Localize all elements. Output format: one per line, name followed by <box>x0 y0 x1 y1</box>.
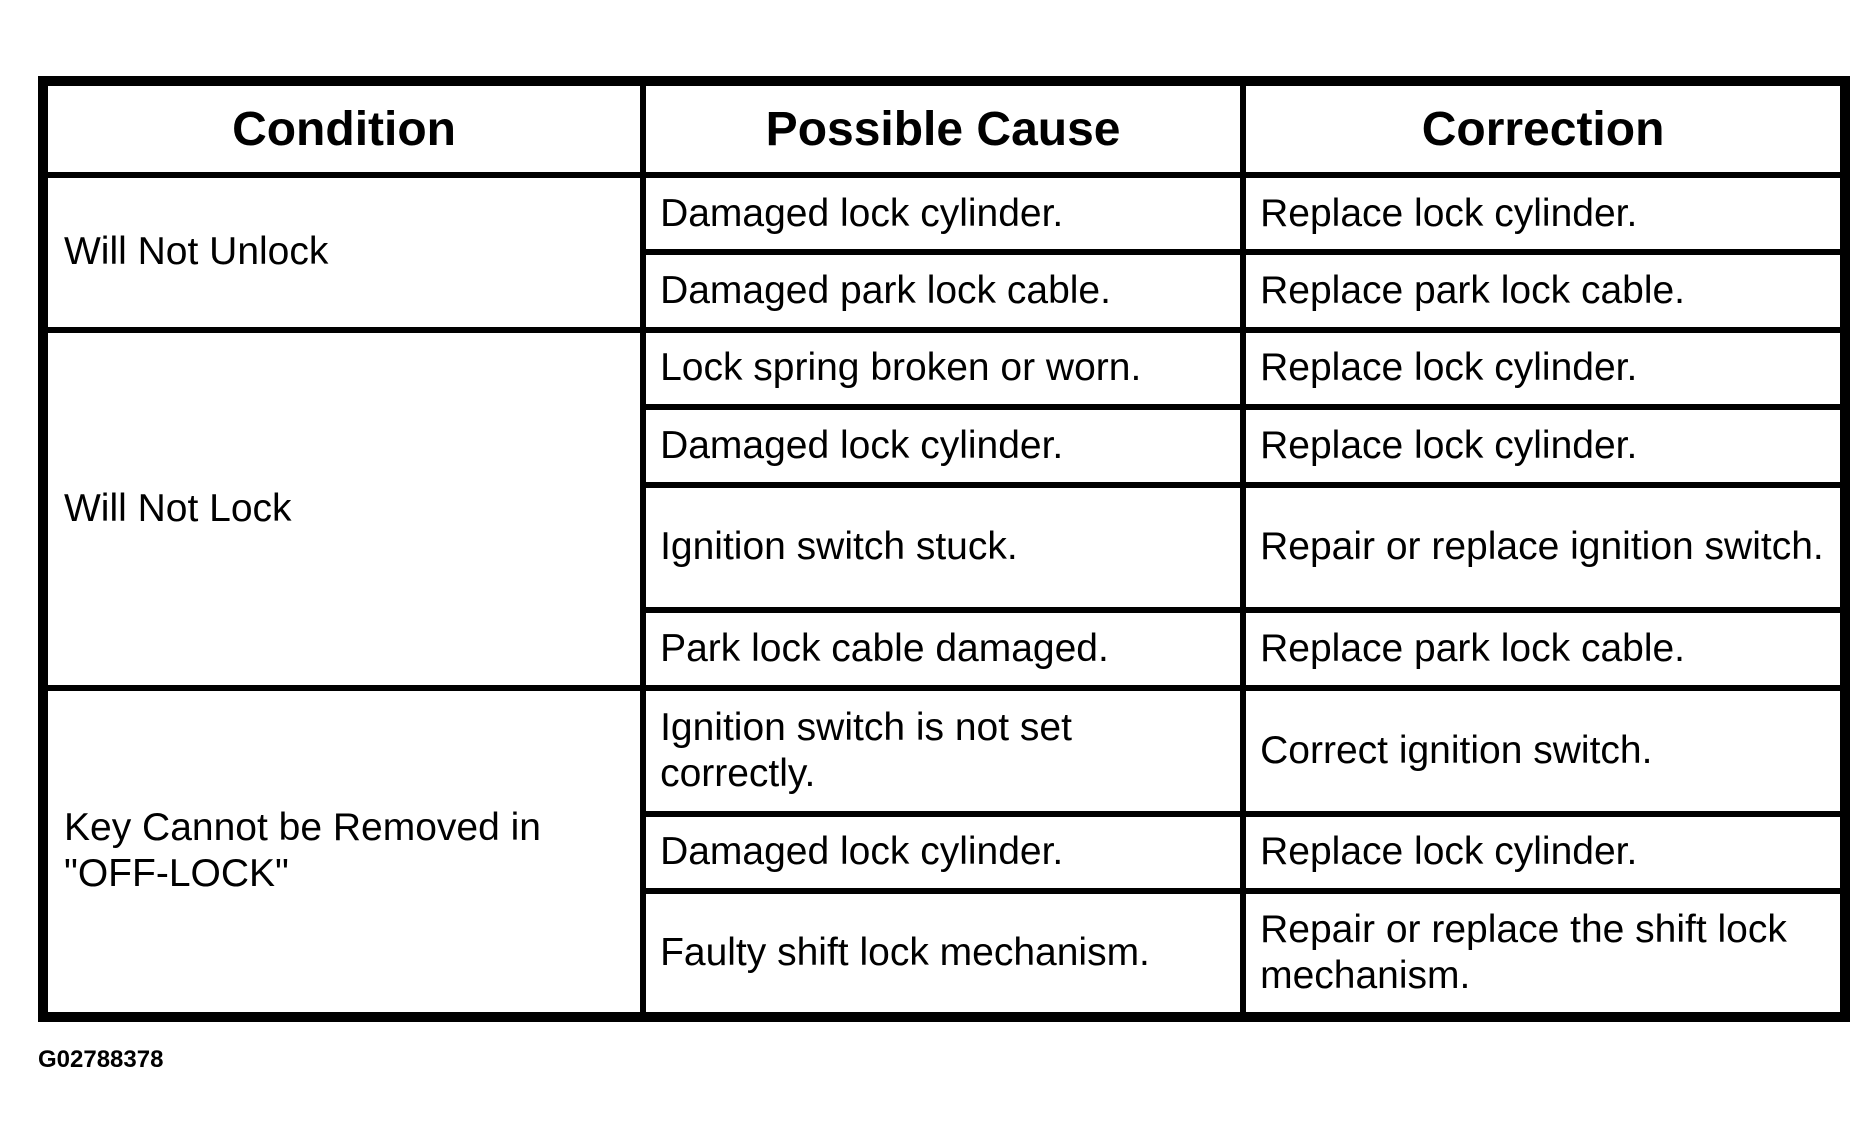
cause-cell: Damaged lock cylinder. <box>643 407 1243 484</box>
table-row <box>43 175 1845 252</box>
correction-cell: Repair or replace ignition switch. <box>1243 485 1845 611</box>
correction-cell: Replace lock cylinder. <box>1243 175 1845 252</box>
cause-cell: Faulty shift lock mechanism. <box>643 891 1243 1017</box>
correction-cell: Correct ignition switch. <box>1243 688 1845 814</box>
condition-cell: Will Not Unlock <box>43 175 643 330</box>
correction-cell: Repair or replace the shift lock mechanism. <box>1243 891 1845 1017</box>
header-condition: Condition <box>43 81 643 175</box>
cause-cell: Damaged lock cylinder. <box>643 814 1243 891</box>
cause-cell: Ignition switch is not set correctly. <box>643 688 1243 814</box>
cause-cell: Damaged lock cylinder. <box>643 175 1243 252</box>
cause-cell: Damaged park lock cable. <box>643 252 1243 329</box>
correction-cell: Replace park lock cable. <box>1243 252 1845 329</box>
correction-cell: Replace park lock cable. <box>1243 610 1845 687</box>
diagnosis-table <box>38 76 1850 1022</box>
cause-cell: Ignition switch stuck. <box>643 485 1243 611</box>
header-possible-cause: Possible Cause <box>643 81 1243 175</box>
correction-cell: Replace lock cylinder. <box>1243 407 1845 484</box>
cause-cell: Lock spring broken or worn. <box>643 330 1243 407</box>
header-row <box>43 81 1845 175</box>
condition-cell: Key Cannot be Removed in "OFF-LOCK" <box>43 688 643 1017</box>
header-correction: Correction <box>1243 81 1845 175</box>
correction-cell: Replace lock cylinder. <box>1243 330 1845 407</box>
table-row <box>43 330 1845 407</box>
condition-cell: Will Not Lock <box>43 330 643 688</box>
cause-cell: Park lock cable damaged. <box>643 610 1243 687</box>
correction-cell: Replace lock cylinder. <box>1243 814 1845 891</box>
figure-id: G02788378 <box>38 1046 164 1073</box>
table-row <box>43 688 1845 814</box>
